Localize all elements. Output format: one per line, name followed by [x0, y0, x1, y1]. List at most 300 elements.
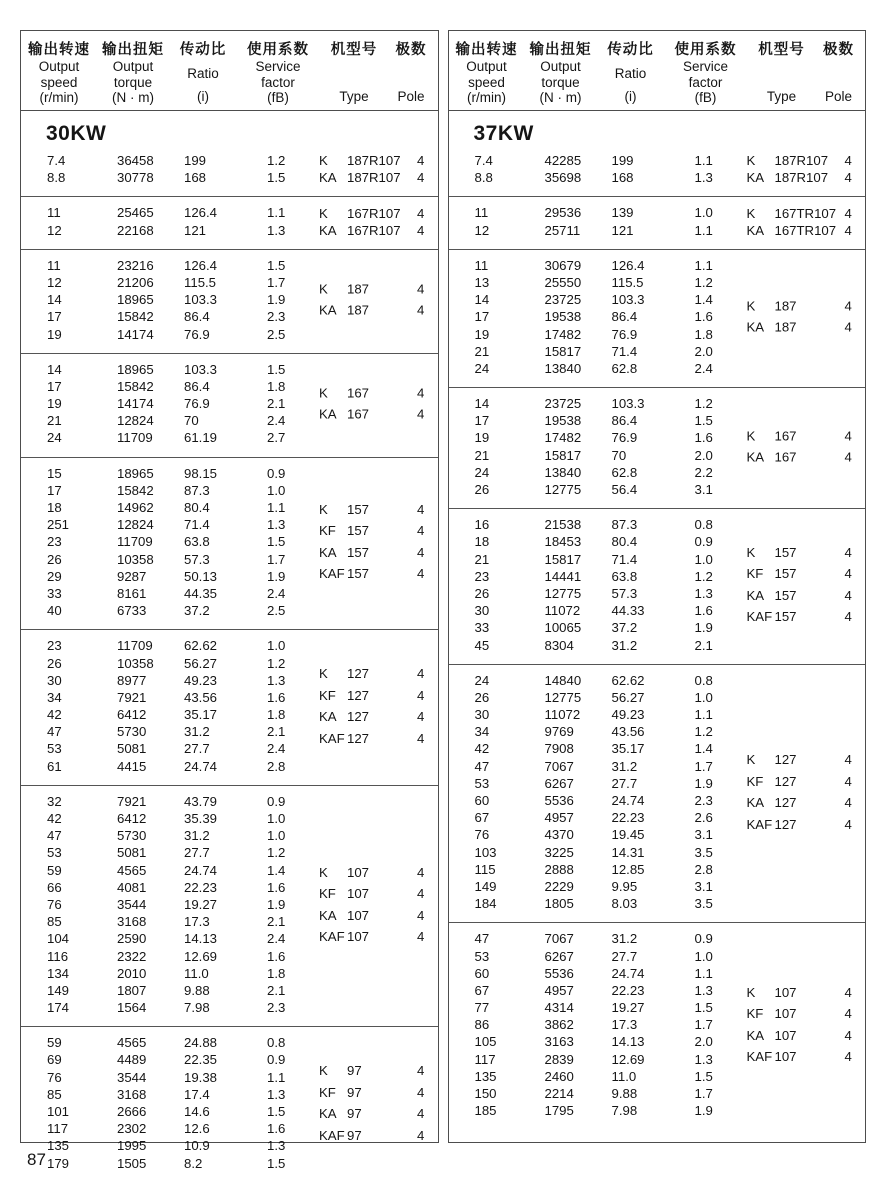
cell-factor: 1.7 — [267, 551, 286, 567]
cell-torque: 4415 — [117, 758, 147, 774]
cell-ratio: 7.98 — [611, 1103, 638, 1119]
cell-speed: 11 — [47, 257, 61, 273]
type-row — [319, 1103, 433, 1125]
type-size: 97 — [347, 1127, 362, 1143]
cell-factor: 2.1 — [267, 724, 286, 740]
cell-torque: 3544 — [117, 896, 147, 912]
type-row — [319, 1060, 433, 1082]
cell-speed: 26 — [47, 655, 62, 671]
cell-factor: 1.9 — [267, 896, 286, 912]
cell-factor: 1.1 — [694, 257, 713, 273]
cell-speed: 101 — [47, 1104, 70, 1119]
cell-factor: 1.5 — [694, 1000, 713, 1016]
cell-speed: 85 — [47, 914, 62, 930]
cell-torque: 4081 — [117, 879, 147, 895]
cell-speed: 21 — [474, 551, 490, 567]
pole-value: 4 — [844, 1006, 852, 1022]
section-title: 37KW — [473, 122, 534, 145]
cell-ratio: 103.3 — [611, 396, 645, 412]
type-size: 107 — [774, 984, 797, 1000]
type-block — [747, 749, 861, 835]
cell-factor: 2.5 — [267, 603, 286, 619]
cell-torque: 7067 — [544, 758, 574, 774]
cell-factor: 1.0 — [267, 811, 286, 826]
type-series: KA — [319, 1106, 337, 1121]
cell-factor: 1.6 — [267, 1121, 286, 1137]
cell-torque: 12824 — [117, 413, 154, 429]
cell-speed: 105 — [474, 1034, 497, 1050]
page-number: 87 — [27, 1150, 46, 1169]
cell-ratio: 14.31 — [611, 844, 645, 860]
type-size: 157 — [347, 523, 370, 539]
cell-ratio: 10.9 — [184, 1138, 210, 1154]
cell-ratio: 80.4 — [184, 500, 210, 515]
header-col-ratio — [169, 38, 237, 104]
group-body — [21, 204, 438, 238]
cell-ratio: 62.62 — [611, 672, 645, 688]
cell-torque: 4565 — [117, 862, 147, 878]
cell-ratio: 31.2 — [611, 637, 638, 653]
cell-speed: 135 — [47, 1138, 70, 1154]
pole-value: 4 — [844, 609, 852, 625]
type-block — [319, 204, 433, 238]
cell-factor: 1.5 — [267, 534, 286, 550]
table-row — [21, 758, 438, 775]
type-size: 157 — [347, 501, 370, 517]
type-row — [747, 425, 861, 447]
table-row — [449, 672, 866, 689]
pole-value: 4 — [417, 501, 425, 517]
cell-factor: 1.6 — [694, 309, 713, 325]
cell-factor: 2.3 — [267, 309, 286, 325]
header-label-en-ratio: Ratio — [187, 66, 219, 82]
cell-speed: 42 — [47, 707, 62, 723]
gearbox-spec-table — [20, 30, 866, 1171]
cell-ratio: 62.62 — [184, 638, 218, 654]
type-row — [319, 862, 433, 884]
cell-torque: 15817 — [544, 551, 582, 567]
type-size: 187R107 — [347, 170, 401, 186]
type-size: 107 — [774, 1027, 797, 1043]
cell-speed: 7.4 — [47, 153, 66, 168]
pole-value: 4 — [417, 566, 425, 582]
table-row — [21, 429, 438, 446]
cell-factor: 3.1 — [694, 482, 713, 497]
type-series: KAF — [319, 1127, 345, 1143]
cell-ratio: 86.4 — [184, 309, 210, 325]
cell-speed: 104 — [47, 931, 70, 947]
header-label-en-pole: Pole — [824, 88, 853, 104]
cell-ratio: 49.23 — [611, 707, 645, 723]
type-size: 127 — [347, 709, 370, 725]
cell-torque: 35698 — [544, 170, 582, 186]
pole-value: 4 — [417, 907, 425, 923]
table-row — [449, 481, 866, 498]
cell-factor: 0.8 — [694, 672, 713, 688]
cell-factor: 2.0 — [694, 1034, 713, 1050]
header-label-cn-pole: 极数 — [395, 42, 427, 58]
cell-speed: 29 — [47, 568, 62, 584]
pole-value: 4 — [844, 752, 852, 767]
type-row — [747, 204, 861, 221]
cell-torque: 3168 — [117, 914, 147, 930]
pole-value: 4 — [844, 984, 852, 1000]
cell-speed: 66 — [47, 879, 62, 895]
cell-factor: 1.5 — [694, 413, 713, 429]
cell-speed: 11 — [474, 257, 489, 273]
cell-speed: 184 — [474, 896, 497, 912]
cell-torque: 23216 — [117, 257, 154, 273]
type-series: KA — [746, 319, 765, 335]
spec-group — [449, 388, 866, 509]
cell-torque: 15842 — [117, 309, 154, 325]
type-series: KA — [319, 709, 337, 725]
spec-group — [449, 197, 866, 249]
cell-speed: 24 — [47, 430, 62, 446]
cell-speed: 26 — [474, 585, 490, 601]
type-size: 167 — [347, 406, 370, 422]
cell-factor: 1.2 — [694, 724, 713, 740]
group-body — [21, 637, 438, 775]
group-body — [21, 257, 438, 343]
pole-value: 4 — [417, 523, 425, 539]
cell-factor: 1.2 — [267, 153, 286, 168]
cell-speed: 23 — [474, 568, 490, 584]
cell-factor: 1.3 — [694, 585, 713, 601]
pole-value: 4 — [844, 795, 852, 810]
cell-ratio: 27.7 — [184, 741, 210, 757]
cell-ratio: 71.4 — [611, 343, 638, 359]
cell-speed: 185 — [474, 1103, 497, 1119]
cell-factor: 0.9 — [267, 465, 286, 481]
pole-value: 4 — [417, 222, 425, 238]
cell-torque: 12775 — [544, 585, 582, 601]
type-series: KAF — [746, 609, 773, 625]
header-label-cn-type: 机型号 — [758, 42, 805, 58]
cell-ratio: 126.4 — [184, 205, 218, 221]
pole-value: 4 — [844, 298, 852, 314]
pole-value: 4 — [417, 1084, 425, 1100]
cell-speed: 34 — [47, 689, 62, 705]
type-series: KF — [746, 773, 764, 789]
table-row — [449, 965, 866, 982]
cell-speed: 12 — [47, 222, 62, 238]
cell-torque: 1505 — [117, 1155, 147, 1171]
cell-speed: 30 — [47, 672, 62, 688]
cell-ratio: 35.39 — [184, 811, 218, 826]
type-series: KAF — [319, 929, 345, 945]
cell-speed: 30 — [474, 603, 490, 619]
type-block — [319, 862, 433, 948]
cell-speed: 32 — [47, 793, 62, 809]
pole-value: 4 — [417, 406, 425, 422]
cell-torque: 12775 — [544, 482, 582, 497]
type-size: 127 — [774, 752, 797, 767]
cell-torque: 21538 — [544, 517, 582, 533]
cell-speed: 115 — [474, 861, 496, 877]
cell-ratio: 27.7 — [611, 775, 638, 791]
cell-ratio: 24.74 — [184, 862, 218, 878]
cell-factor: 1.3 — [267, 672, 286, 688]
cell-factor: 2.1 — [267, 396, 286, 412]
pole-value: 4 — [844, 152, 852, 168]
cell-ratio: 44.33 — [611, 603, 645, 619]
type-size: 157 — [774, 566, 797, 582]
cell-ratio: 14.6 — [184, 1104, 210, 1119]
type-series: K — [319, 205, 328, 221]
cell-torque: 2590 — [117, 931, 147, 947]
table-row — [21, 793, 438, 810]
cell-factor: 1.5 — [267, 1155, 286, 1171]
cell-ratio: 24.74 — [611, 793, 645, 808]
type-series: KAF — [746, 1049, 773, 1065]
cell-factor: 1.0 — [267, 828, 286, 844]
cell-ratio: 121 — [184, 222, 207, 238]
type-series: K — [319, 385, 328, 401]
type-size: 157 — [347, 566, 370, 582]
type-row — [747, 563, 861, 585]
type-series: KAF — [319, 730, 345, 746]
cell-ratio: 61.19 — [184, 430, 218, 446]
cell-speed: 47 — [474, 758, 490, 774]
pole-value: 4 — [417, 205, 425, 221]
cell-ratio: 103.3 — [184, 361, 218, 377]
type-size: 187R107 — [774, 170, 829, 186]
cell-speed: 14 — [474, 396, 490, 412]
cell-factor: 1.0 — [267, 638, 286, 654]
cell-factor: 1.9 — [267, 292, 286, 308]
cell-factor: 1.8 — [267, 965, 286, 981]
cell-torque: 29536 — [544, 205, 582, 221]
cell-factor: 1.3 — [267, 1086, 286, 1102]
cell-speed: 21 — [47, 413, 62, 429]
cell-speed: 76 — [47, 896, 62, 912]
type-size: 127 — [347, 687, 370, 703]
cell-factor: 1.3 — [267, 222, 286, 238]
cell-torque: 1805 — [544, 896, 574, 912]
type-row — [747, 771, 861, 793]
cell-speed: 135 — [474, 1068, 497, 1084]
cell-torque: 15842 — [117, 378, 154, 394]
cell-ratio: 43.56 — [184, 689, 218, 705]
type-row — [319, 520, 433, 542]
table-row — [449, 1102, 866, 1119]
cell-speed: 18 — [47, 500, 62, 515]
cell-speed: 26 — [47, 551, 62, 567]
type-size: 97 — [347, 1063, 362, 1078]
cell-speed: 251 — [47, 517, 70, 533]
group-body — [21, 793, 438, 1016]
cell-torque: 10358 — [117, 551, 154, 567]
cell-speed: 117 — [474, 1051, 496, 1067]
cell-ratio: 12.85 — [611, 861, 645, 877]
cell-ratio: 17.3 — [184, 914, 210, 930]
table-row — [21, 257, 438, 274]
type-series: K — [746, 428, 756, 444]
cell-torque: 2888 — [544, 861, 574, 877]
cell-factor: 2.4 — [267, 931, 286, 947]
cell-torque: 15842 — [117, 482, 154, 498]
cell-factor: 1.8 — [267, 707, 286, 723]
cell-torque: 8161 — [117, 585, 147, 601]
cell-torque: 2460 — [544, 1068, 574, 1084]
cell-ratio: 17.3 — [611, 1017, 638, 1033]
pole-value: 4 — [844, 222, 852, 238]
cell-torque: 11072 — [544, 707, 581, 723]
cell-factor: 0.9 — [694, 931, 713, 947]
cell-torque: 6412 — [117, 811, 147, 826]
cell-ratio: 12.6 — [184, 1121, 210, 1137]
spec-group — [449, 923, 866, 1142]
table-row — [21, 637, 438, 654]
table-row — [449, 257, 866, 274]
table-row — [21, 1155, 438, 1172]
cell-torque: 11072 — [544, 603, 581, 619]
pole-value: 4 — [417, 385, 425, 401]
cell-ratio: 71.4 — [184, 517, 210, 533]
group-body — [21, 361, 438, 447]
cell-speed: 117 — [47, 1121, 69, 1137]
type-series: KA — [319, 170, 337, 186]
cell-ratio: 87.3 — [611, 517, 638, 533]
cell-torque: 2214 — [544, 1086, 574, 1101]
type-series: KA — [319, 222, 337, 238]
cell-torque: 2839 — [544, 1051, 574, 1067]
cell-factor: 1.5 — [267, 1104, 286, 1119]
type-size: 107 — [347, 907, 370, 923]
cell-torque: 10065 — [544, 620, 582, 636]
table-row — [21, 965, 438, 982]
table-row — [21, 482, 438, 499]
cell-torque: 4957 — [544, 810, 574, 826]
cell-torque: 1795 — [544, 1103, 574, 1119]
cell-ratio: 35.17 — [184, 707, 218, 723]
type-block — [319, 382, 433, 425]
cell-torque: 2302 — [117, 1121, 147, 1137]
table-row — [449, 1085, 866, 1102]
cell-factor: 2.1 — [694, 637, 713, 653]
cell-factor: 1.4 — [694, 292, 713, 308]
cell-factor: 1.3 — [267, 517, 286, 533]
cell-factor: 1.1 — [694, 965, 713, 981]
cell-torque: 2666 — [117, 1104, 147, 1119]
cell-torque: 25550 — [544, 274, 582, 290]
cell-factor: 1.6 — [267, 948, 286, 964]
cell-factor: 2.4 — [694, 360, 713, 376]
cell-torque: 12775 — [544, 689, 582, 705]
cell-torque: 13840 — [544, 360, 582, 376]
cell-ratio: 86.4 — [611, 413, 638, 429]
panel-37kw — [448, 30, 867, 1143]
header-label-en-torque: Output torque — [112, 59, 154, 90]
type-size: 127 — [347, 666, 370, 682]
type-row — [747, 317, 861, 339]
header-label-en-speed: Output speed — [466, 59, 507, 90]
cell-factor: 1.9 — [694, 775, 713, 791]
type-size: 107 — [774, 1006, 797, 1022]
type-row — [747, 814, 861, 836]
spec-group — [449, 665, 866, 924]
table-row — [449, 516, 866, 533]
cell-torque: 3862 — [544, 1017, 574, 1033]
cell-ratio: 70 — [184, 413, 199, 429]
header-label-cn-type: 机型号 — [330, 42, 378, 58]
section-title: 30KW — [46, 122, 107, 145]
cell-ratio: 56.27 — [611, 689, 645, 705]
type-size: 127 — [774, 795, 797, 810]
type-series: KF — [319, 886, 336, 902]
spec-group — [449, 509, 866, 665]
cell-factor: 1.1 — [267, 500, 286, 515]
type-series: KA — [746, 587, 765, 603]
group-body — [449, 257, 866, 377]
type-row — [747, 606, 861, 628]
cell-speed: 17 — [474, 413, 490, 429]
cell-factor: 1.2 — [694, 568, 713, 584]
cell-speed: 86 — [474, 1017, 490, 1033]
cell-torque: 6733 — [117, 603, 147, 619]
cell-ratio: 19.27 — [184, 896, 218, 912]
table-row — [449, 1068, 866, 1085]
type-series: KA — [746, 449, 765, 465]
pole-value: 4 — [417, 1063, 425, 1078]
spec-group — [21, 111, 438, 197]
header-unit-ratio: (i) — [624, 89, 637, 104]
cell-torque: 2010 — [117, 965, 147, 981]
pole-value: 4 — [417, 170, 425, 186]
type-row — [319, 926, 433, 948]
cell-factor: 1.3 — [694, 170, 713, 186]
header-label-cn-factor: 使用系数 — [247, 42, 309, 58]
cell-ratio: 199 — [184, 153, 207, 168]
type-size: 187 — [347, 281, 370, 297]
type-series: K — [746, 298, 756, 314]
cell-speed: 103 — [474, 844, 497, 860]
cell-ratio: 71.4 — [611, 551, 638, 567]
cell-speed: 47 — [47, 828, 62, 844]
cell-torque: 11709 — [117, 638, 153, 654]
cell-torque: 4565 — [117, 1035, 147, 1051]
type-size: 157 — [774, 609, 797, 625]
type-size: 107 — [347, 864, 370, 880]
type-row — [319, 883, 433, 905]
type-block — [319, 663, 433, 749]
pole-value: 4 — [844, 170, 852, 186]
header-unit-factor: (fB) — [267, 90, 289, 105]
cell-factor: 1.7 — [694, 1086, 713, 1101]
type-size: 127 — [347, 730, 370, 746]
type-series: K — [319, 666, 328, 682]
cell-ratio: 22.23 — [611, 810, 645, 826]
cell-ratio: 139 — [611, 205, 634, 221]
pole-value: 4 — [844, 449, 852, 465]
header-col-type — [319, 38, 389, 104]
cell-ratio: 19.38 — [184, 1069, 218, 1085]
cell-factor: 3.1 — [694, 827, 713, 843]
header-label-cn-ratio: 传动比 — [607, 42, 654, 58]
cell-torque: 14840 — [544, 672, 582, 688]
cell-ratio: 27.7 — [611, 948, 638, 964]
cell-speed: 7.4 — [474, 153, 493, 168]
cell-factor: 1.5 — [267, 361, 286, 377]
cell-ratio: 57.3 — [184, 551, 210, 567]
cell-torque: 8304 — [544, 637, 574, 653]
table-row — [449, 637, 866, 654]
type-row — [747, 447, 861, 469]
cell-factor: 1.6 — [694, 430, 713, 446]
cell-speed: 19 — [47, 326, 62, 342]
cell-ratio: 80.4 — [611, 534, 638, 550]
